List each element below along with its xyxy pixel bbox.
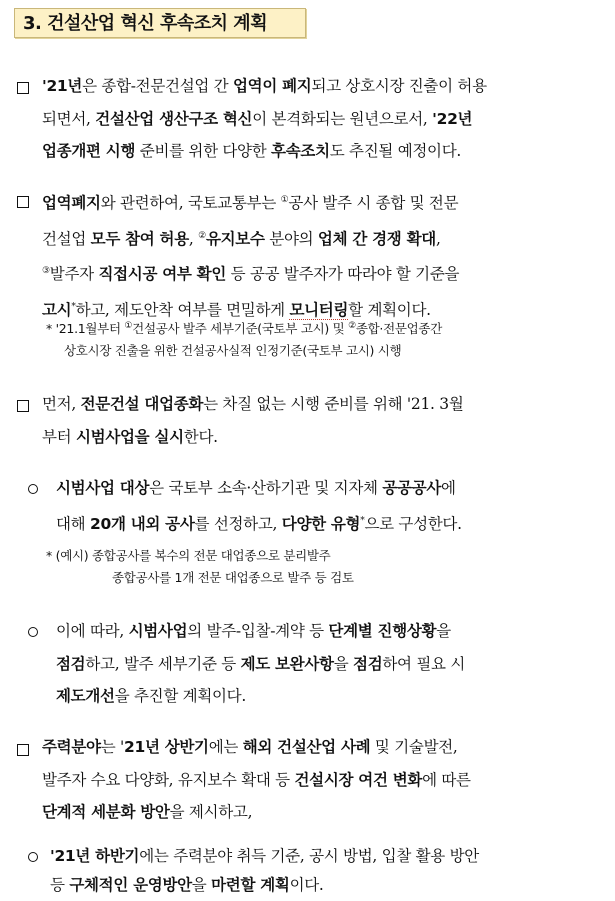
circle-bullet-icon [28,627,38,637]
square-bullet-icon [17,196,29,208]
paragraph-4: 시범사업 대상은 국토부 소속·산하기관 및 지자체 공공공사에 대해 20개 내외 공사를 선정하고, 다양한 유형*으로 구성한다. [56,479,462,533]
paragraph-2: 업역폐지와 관련하여, 국토교통부는 ①공사 발주 시 종합 및 전문 건설업 모두 참여 허용, ②유지보수 분야의 업체 간 경쟁 확대, ③발주자 직접시공 여부 확인 등 공공 발주자가 따라야 할 기준을 고시*하고, 제도안착 여부를 면밀하게 모니터링할 계획이다. [42,194,460,320]
paragraph-1: '21년은 종합-전문건설업 간 업역이 폐지되고 상호시장 진출이 허용 되면서, 건설산업 생산구조 혁신이 본격화되는 원년으로서, '22년 업종개편 시행 준비를 위한 다양한 후속조치도 추진될 예정이다. [42,77,487,160]
square-bullet-icon [17,400,29,412]
footnote-2: * (예시) 종합공사를 복수의 전문 대업종으로 분리발주 종합공사를 1개 전문 대업종으로 발주 등 검토 [46,548,354,585]
square-bullet-icon [17,744,29,756]
square-bullet-icon [17,82,29,94]
circle-bullet-icon [28,484,38,494]
section-heading: 3. 건설산업 혁신 후속조치 계획 [14,8,306,38]
circle-bullet-icon [28,852,38,862]
footnote-1: * '21.1월부터 ①건설공사 발주 세부기준(국토부 고시) 및 ②종합·전문업종간 상호시장 진출을 위한 건설공사실적 인정기준(국토부 고시) 시행 [46,321,442,359]
paragraph-7: '21년 하반기에는 주력분야 취득 기준, 공시 방법, 입찰 활용 방안 등 구체적인 운영방안을 마련할 계획이다. [50,847,479,894]
paragraph-6: 주력분야는 '21년 상반기에는 해외 건설산업 사례 및 기술발전, 발주자 수요 다양화, 유지보수 확대 등 건설시장 여건 변화에 따른 단계적 세분화 방안을 제시하고, [42,738,471,821]
paragraph-5: 이에 따라, 시범사업의 발주-입찰-계약 등 단계별 진행상황을 점검하고, 발주 세부기준 등 제도 보완사항을 점검하여 필요 시 제도개선을 추진할 계획이다. [56,622,465,705]
paragraph-3: 먼저, 전문건설 대업종화는 차질 없는 시행 준비를 위해 '21. 3월 부터 시범사업을 실시한다. [42,395,464,446]
